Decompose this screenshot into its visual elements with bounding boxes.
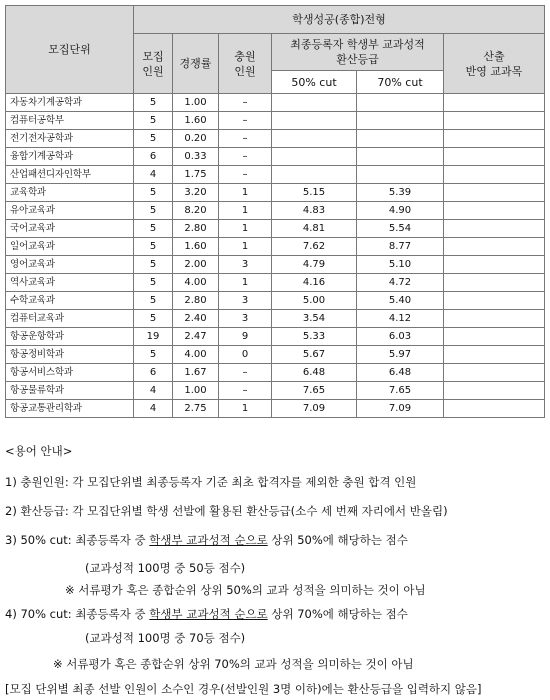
cell-cut70 <box>357 112 444 130</box>
cell-quota: 5 <box>134 346 173 364</box>
cell-cut70: 5.10 <box>357 256 444 274</box>
header-cut50: 50% cut <box>272 71 357 94</box>
cell-ratio: 1.67 <box>173 364 219 382</box>
cell-subjects <box>444 292 545 310</box>
cell-subjects <box>444 400 545 418</box>
cell-extra: 3 <box>219 292 272 310</box>
cell-name: 항공교통관리학과 <box>6 400 134 418</box>
cell-subjects <box>444 256 545 274</box>
cell-subjects <box>444 238 545 256</box>
cell-name: 일어교육과 <box>6 238 134 256</box>
cell-name: 컴퓨터공학부 <box>6 112 134 130</box>
cell-subjects <box>444 382 545 400</box>
note-cut50-remark: ※ 서류평가 혹은 종합순위 상위 50%의 교과 성적을 의미하는 것이 아님 <box>65 583 426 597</box>
cell-name: 교육학과 <box>6 184 134 202</box>
cell-cut70: 6.48 <box>357 364 444 382</box>
note-footer: [모집 단위별 최종 선발 인원이 소수인 경우(선발인원 3명 이하)에는 환산등급을 입력하지 않음] <box>5 682 482 696</box>
cell-cut50: 5.67 <box>272 346 357 364</box>
table-row <box>6 220 545 238</box>
note-cut70-example: (교과성적 100명 중 70등 점수) <box>85 631 246 645</box>
header-grade-group: 최종등록자 학생부 교과성적 환산등급 <box>272 34 444 71</box>
cell-extra: 1 <box>219 238 272 256</box>
table-row <box>6 130 545 148</box>
cell-ratio: 3.20 <box>173 184 219 202</box>
cell-cut50: 4.83 <box>272 202 357 220</box>
cell-name: 유아교육과 <box>6 202 134 220</box>
cell-extra: – <box>219 94 272 112</box>
cell-ratio: 0.20 <box>173 130 219 148</box>
cell-cut50: 6.48 <box>272 364 357 382</box>
cell-name: 전기전자공학과 <box>6 130 134 148</box>
admission-results-table <box>5 5 545 418</box>
cell-cut70: 5.39 <box>357 184 444 202</box>
table-row <box>6 94 545 112</box>
table-row <box>6 328 545 346</box>
cell-cut70: 5.40 <box>357 292 444 310</box>
header-unit: 모집단위 <box>6 6 134 94</box>
header-extra: 충원 인원 <box>219 34 272 94</box>
cell-cut50: 3.54 <box>272 310 357 328</box>
cell-quota: 4 <box>134 382 173 400</box>
cell-extra: – <box>219 166 272 184</box>
table-row <box>6 166 545 184</box>
table-row <box>6 310 545 328</box>
note-cut50: 3) 50% cut: 최종등록자 중 학생부 교과성적 순으로 상위 50%에 해당하는 점수 <box>5 533 408 547</box>
cell-name: 국어교육과 <box>6 220 134 238</box>
table-row <box>6 400 545 418</box>
cell-extra: 0 <box>219 346 272 364</box>
cell-quota: 4 <box>134 400 173 418</box>
cell-quota: 6 <box>134 364 173 382</box>
cell-cut50: 4.16 <box>272 274 357 292</box>
cell-cut50 <box>272 130 357 148</box>
cell-extra: – <box>219 364 272 382</box>
cell-name: 항공물류학과 <box>6 382 134 400</box>
cell-subjects <box>444 130 545 148</box>
cell-subjects <box>444 346 545 364</box>
cell-subjects <box>444 112 545 130</box>
cell-cut70: 4.90 <box>357 202 444 220</box>
table-row <box>6 238 545 256</box>
cell-name: 수학교육과 <box>6 292 134 310</box>
note-cut50-example: (교과성적 100명 중 50등 점수) <box>85 561 246 575</box>
cell-extra: 1 <box>219 202 272 220</box>
cell-ratio: 0.33 <box>173 148 219 166</box>
note-cut70: 4) 70% cut: 최종등록자 중 학생부 교과성적 순으로 상위 70%에 해당하는 점수 <box>5 607 408 621</box>
cell-quota: 5 <box>134 292 173 310</box>
cell-quota: 5 <box>134 112 173 130</box>
cell-ratio: 1.60 <box>173 112 219 130</box>
cell-cut50 <box>272 166 357 184</box>
cell-extra: 1 <box>219 220 272 238</box>
cell-ratio: 2.47 <box>173 328 219 346</box>
cell-name: 영어교육과 <box>6 256 134 274</box>
header-cut70: 70% cut <box>357 71 444 94</box>
cell-ratio: 4.00 <box>173 346 219 364</box>
note-cut70-remark: ※ 서류평가 혹은 종합순위 상위 70%의 교과 성적을 의미하는 것이 아님 <box>53 657 414 671</box>
cell-extra: – <box>219 148 272 166</box>
cell-cut50 <box>272 112 357 130</box>
cell-cut50: 5.00 <box>272 292 357 310</box>
cell-quota: 5 <box>134 256 173 274</box>
cell-cut50 <box>272 148 357 166</box>
header-track: 학생성공(종합)전형 <box>134 6 545 34</box>
cell-subjects <box>444 184 545 202</box>
cell-ratio: 2.40 <box>173 310 219 328</box>
cell-cut70: 8.77 <box>357 238 444 256</box>
cell-extra: – <box>219 130 272 148</box>
cell-cut50: 7.65 <box>272 382 357 400</box>
cell-cut70: 6.03 <box>357 328 444 346</box>
table-row <box>6 184 545 202</box>
cell-ratio: 2.80 <box>173 220 219 238</box>
cell-ratio: 1.60 <box>173 238 219 256</box>
cell-cut50: 7.62 <box>272 238 357 256</box>
cell-cut50: 4.81 <box>272 220 357 238</box>
cell-subjects <box>444 220 545 238</box>
cell-extra: 9 <box>219 328 272 346</box>
cell-name: 역사교육과 <box>6 274 134 292</box>
cell-cut70: 4.12 <box>357 310 444 328</box>
cell-quota: 5 <box>134 274 173 292</box>
cell-ratio: 2.00 <box>173 256 219 274</box>
cell-name: 산업패션디자인학부 <box>6 166 134 184</box>
cell-cut70: 5.97 <box>357 346 444 364</box>
cell-subjects <box>444 202 545 220</box>
cell-cut70: 5.54 <box>357 220 444 238</box>
cell-cut70 <box>357 94 444 112</box>
cell-name: 항공서비스학과 <box>6 364 134 382</box>
cell-name: 항공운항학과 <box>6 328 134 346</box>
header-subjects: 산출 반영 교과목 <box>444 34 545 94</box>
cell-subjects <box>444 148 545 166</box>
cell-extra: 3 <box>219 256 272 274</box>
cell-ratio: 1.75 <box>173 166 219 184</box>
cell-quota: 5 <box>134 310 173 328</box>
cell-quota: 5 <box>134 202 173 220</box>
cell-subjects <box>444 166 545 184</box>
cell-quota: 6 <box>134 148 173 166</box>
header-ratio: 경쟁률 <box>173 34 219 94</box>
cell-cut50: 4.79 <box>272 256 357 274</box>
cell-cut70 <box>357 166 444 184</box>
cell-subjects <box>444 364 545 382</box>
cell-quota: 5 <box>134 94 173 112</box>
cell-ratio: 2.75 <box>173 400 219 418</box>
cell-ratio: 8.20 <box>173 202 219 220</box>
cell-subjects <box>444 274 545 292</box>
cell-extra: 1 <box>219 184 272 202</box>
table-row <box>6 112 545 130</box>
cell-extra: – <box>219 112 272 130</box>
table-row <box>6 148 545 166</box>
cell-quota: 19 <box>134 328 173 346</box>
cell-cut70: 4.72 <box>357 274 444 292</box>
table-row <box>6 382 545 400</box>
cell-cut50: 7.09 <box>272 400 357 418</box>
table-row <box>6 274 545 292</box>
cell-quota: 5 <box>134 130 173 148</box>
cell-cut70 <box>357 148 444 166</box>
cell-cut50 <box>272 94 357 112</box>
cell-cut70 <box>357 130 444 148</box>
cell-extra: 1 <box>219 400 272 418</box>
cell-cut70: 7.65 <box>357 382 444 400</box>
note-extra: 1) 충원인원: 각 모집단위별 최종등록자 기준 최초 합격자를 제외한 충원 합격 인원 <box>5 475 417 489</box>
cell-name: 융합기계공학과 <box>6 148 134 166</box>
cell-extra: 1 <box>219 274 272 292</box>
table-row <box>6 364 545 382</box>
cell-quota: 5 <box>134 238 173 256</box>
cell-quota: 5 <box>134 184 173 202</box>
table-row <box>6 202 545 220</box>
cell-ratio: 4.00 <box>173 274 219 292</box>
table-row <box>6 292 545 310</box>
cell-quota: 4 <box>134 166 173 184</box>
cell-extra: – <box>219 382 272 400</box>
cell-quota: 5 <box>134 220 173 238</box>
cell-subjects <box>444 94 545 112</box>
cell-ratio: 1.00 <box>173 382 219 400</box>
cell-cut70: 7.09 <box>357 400 444 418</box>
cell-name: 자동차기계공학과 <box>6 94 134 112</box>
cell-name: 항공정비학과 <box>6 346 134 364</box>
cell-extra: 3 <box>219 310 272 328</box>
table-row <box>6 256 545 274</box>
cell-cut50: 5.33 <box>272 328 357 346</box>
cell-cut50: 5.15 <box>272 184 357 202</box>
glossary-heading: <용어 안내> <box>5 444 73 458</box>
cell-ratio: 1.00 <box>173 94 219 112</box>
cell-ratio: 2.80 <box>173 292 219 310</box>
cell-subjects <box>444 328 545 346</box>
header-quota: 모집 인원 <box>134 34 173 94</box>
table-row <box>6 346 545 364</box>
cell-subjects <box>444 310 545 328</box>
note-grade: 2) 환산등급: 각 모집단위별 학생 선발에 활용된 환산등급(소수 세 번째 자리에서 반올림) <box>5 504 448 518</box>
cell-name: 컴퓨터교육과 <box>6 310 134 328</box>
